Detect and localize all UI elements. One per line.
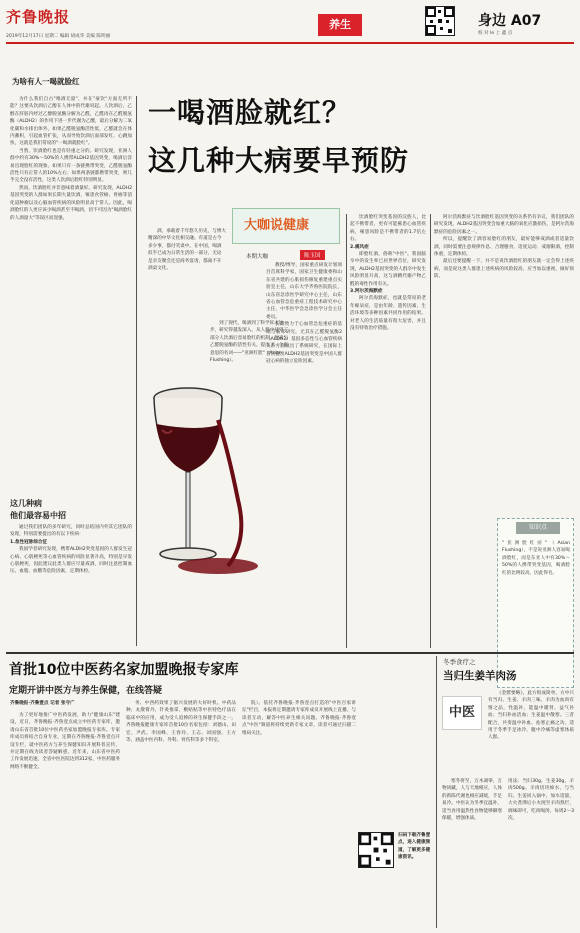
paragraph: 长期致力于心血管急危重症的基础与临床研究，尤其在乙醛脱氢酶2（ALDH2）基因多态性与心血管疾病关系方面做出了系统研究，在国际上首次提出ALDH2基因突变是中国人群冠心病的独立危险因素。	[266, 322, 342, 365]
headline-line-2: 这几种大病要早预防	[148, 144, 410, 177]
soup-lower-text: 寒冬将至，万木凋零，万物闭藏，人与天地相应，人体的新陈代谢也相应减缓，手足易冷。中医认为冬季宜温补，适当食用温热性食物能够御寒保暖，增强体质。	[442, 779, 502, 822]
article-kicker: 为啥有人一喝就脸红	[12, 77, 80, 86]
list-heading: 3.阿尔茨海默症	[350, 289, 383, 295]
soup-headline: 当归生姜羊肉汤	[443, 670, 517, 682]
soup-recipe: 用法：当归30g，生姜30g，羊肉500g。羊肉切块焯水，与当归、生姜同入锅中，加水适量，大火煮沸后小火炖至羊肉熟烂，调味即可，吃肉喝汤，每周2～3次。	[508, 779, 574, 822]
paragraph: 当然，饮酒脸红也是有轻重之分的。研究发现，亚洲人群中约有30%～50%的人携带ALDH2基因突变，喝酒后容易出现脸红的现象。如果只有一条链携带突变，乙醛脱氢酶活性只有正常人的10%左右；如果两条链都携带突变，则几乎完全没有活性，这类人饮酒后脸红特别明显。	[10, 148, 132, 184]
qr-caption: 扫码下载齐鲁壹点，进入健康频道，了解更多健康资讯。	[398, 833, 431, 861]
expert-bio-column	[266, 262, 342, 642]
expert-byline-label: 本期大咖	[246, 254, 269, 260]
soup-kicker: 冬季食疗之	[443, 658, 476, 666]
paragraph: 最后还要提醒一下，并不是说饮酒脸红的朋友就一定会得上述疾病，而是说这类人群患上述疾病的风险较高，应当加以重视，做好预防。	[434, 259, 574, 280]
bottom-headline: 首批10位中医药名家加盟晚报专家库	[9, 662, 239, 678]
page-label: 身边 A07	[478, 13, 542, 29]
tcm-stamp	[442, 696, 482, 730]
paragraph: 为什么我们自古"唯酒无量"，并在"豪饮"方面无所不能？这要从饮酒后乙醇在人体中的代谢说起。人饮酒后，乙醇在肝脏内经过乙醇脱氢酶分解为乙醛，乙醛再在乙醛脱氢酶（ALDH2）的作用下进一步代谢为乙酸，最后分解为二氧化碳和水排出体外。如果乙醛脱氢酶活性低，乙醛就会在体内蓄积，引起血管扩张，从而导致饮酒后面部发红、心跳加快，这就是我们常说的"一喝酒就脸红"。	[10, 97, 132, 147]
paragraph: 通过我们团队的多年研究，同时总结国内外其它团队的发现，特别需要提出的有以下疾病：	[10, 525, 132, 538]
paragraph: 教授/博导，国家重点研发计划项目首席科学家，国家卫生健康委和山东省共建的心肌损伤修复重建重点实验室主任，山东大学齐鲁医院院长，山东省急诊医学研究中心主任，山东省心血管急危重症工程技术研究中心主任，中华医学会急诊医学分会主任委员。	[266, 263, 342, 320]
paragraph: 饮酒脸红突变基因的汉族人，比起不携带者，更有可能罹患心血管疾病，罹患风险是不携带者的1.7倍左右。	[350, 215, 426, 243]
wine-glass-image	[148, 380, 260, 580]
list-heading: 1.急性冠脉综合征	[10, 539, 48, 545]
bottom-column-3: 院）。依托齐鲁晚报·齐鲁壹点打造的"中医百家讲坛"栏目，本报将定期邀请专家库成员开展线上直播，与读者互动，解答中医养生相关问题。齐鲁晚报·齐鲁壹点"中医"频道将持续更新专家文章，读者可通过扫描二维码关注。	[242, 701, 356, 736]
left-subhead-1: 这几种病	[10, 499, 42, 508]
headline-line-1: 一喝酒脸就红？	[148, 96, 352, 129]
paragraph: 所以，提醒饮了酒容易脸红的朋友，最好能够戒酒或者适量饮酒，同时需要注意规律作息、合理膳食、适度运动、戒烟限酒，控制体重，定期体检。	[434, 237, 574, 258]
knowledge-box-title: 知识点	[516, 522, 560, 534]
newspaper-masthead: 齐鲁晚报	[6, 8, 71, 26]
bottom-column-1: 为了更好地推广中医药发展，助力"健康山东"建设，近日，齐鲁晚报·齐鲁壹点成立中医药专家库，邀请山东省首批10位中医药名家加盟晚报专家库。专家库成员将结合自身专业，定期在齐鲁晚报·齐鲁壹点开设专栏，就中医药方与养生保健知识开展科普宣传，并定期在线为读者答疑解惑。近年来，山东省中医药工作发展迅速，全省中医医院达到312家，中医药服务网络不断健全。	[10, 713, 120, 770]
right-column-2	[434, 214, 574, 514]
paragraph: 阿尔茨海默症与饮酒脸红基因突变的关系仍有争议，我们团队的研究发现，ALDH2基因突变会加重大脑的氧化应激损伤，是阿尔茨海默症的危险因素之一。	[434, 215, 574, 235]
paragraph: 到了现代，喝酒到了科学诉求这一步，研究得越发深入，从人群中找到了部分人饮酒后容易脸红的机制，原来与乙醛脱氢酶的活性有关。提出了一个有意思的名词——"亚洲红脸"（Asian Flushing）。	[210, 321, 289, 364]
left-column-body	[10, 96, 132, 432]
section-tab: 养生	[318, 14, 362, 36]
column-badge-text: 大咖说健康	[244, 218, 310, 233]
list-heading: 2.痛风症	[350, 244, 369, 250]
paragraph: 阿尔茨海默症，也就是常说的老年痴呆症，是由年龄、遗传因素、生活环境等多种因素共同作用的结果。对老人的生活质量有很大危害，并且没有特效治疗措施。	[350, 296, 426, 332]
soup-intro-text: 《金匮要略》，此方组成简单，方中只有当归、生姜、羊肉三味。羊肉为血肉有情之品，性温补，能温中暖肾、益气补血；当归补血活血；生姜温中散寒。三者配合，共奏温中补血、祛寒止痛之功。适用于冬季手足冰冷、腹中冷痛等虚寒体质人群。	[488, 691, 574, 741]
paragraph: 酒，承载着千年悠久历史，与博大精深的中华文化相交融。有道是古今多少事，都付笑谈中。在中国，喝酒似乎已成为日常生活的一部分，无论是亲友聚会还是商务宴请，都离不开酒桌文化。	[148, 229, 226, 272]
bottom-column-2: 务、中西药效果了据兴发展的大好时机。中药品种、丸散膏丹、针灸推拿、敷贴贴等中医特色疗法在临床中的应用，成为受人追捧的养生保健手段之一。齐鲁晚报健康专家库首批10位名家包括：刘德山、田宏、尹武、李国峰、王春玲、王志、刘国强、王方等，涵盖中医内科、外科、骨伤科等多个科室。	[126, 701, 236, 744]
dateline: 2019年12月17日 星期二 编辑 胡成华 美编 陈明丽	[6, 34, 111, 39]
paragraph: 即脸红酒，俗称"中医"。我国脑卒中的发生率已居世界首位，研究发现，ALDH2基因突变的人群卒中发生风险明显升高，这与酒精代谢产物乙醛的毒性作用有关。	[350, 252, 426, 287]
right-column-1	[350, 214, 426, 644]
qr-code-icon	[358, 832, 394, 868]
knowledge-box-text: "亚洲脸红症"（Asian Flushing），不是说亚洲人容易喝酒脸红，而是东亚人中有30%～50%的人携带突变基因，喝酒脸红的比例较高，因此得名。	[502, 541, 570, 576]
paragraph: 然而，饮酒脸红并非意味着酒量好。研究发现，ALDH2基因突变的人群如果长期大量饮酒，罹患食管癌、胃癌等消化道肿瘤以及心脑血管疾病的风险明显高于常人。因此，喝酒脸红的人更应该少喝酒甚至不喝酒，切不可因为"喝酒脸红的人酒量大"等误区而逞强。	[10, 185, 132, 221]
bottom-byline: 齐鲁晚报·齐鲁壹点 记者 张守广	[10, 701, 75, 706]
paragraph: 我国学者研究发现，携带ALDH2突变基因的人群发生冠心病、心肌梗死等心血管疾病的风险显著升高，特别是早发心肌梗死，因此建议此类人群应尽量戒酒，同时注意控制血压、血脂、血糖等危险因素，定期体检。	[10, 547, 132, 575]
bottom-subheadline: 定期开讲中医方与养生保健，在线答疑	[9, 686, 163, 696]
left-column-body-2	[10, 524, 132, 648]
proofreader-line: 校 对 le 上 鑫 点	[478, 31, 513, 36]
expert-name: 陈玉国	[300, 250, 325, 260]
left-subhead-2: 他们最容易中招	[10, 511, 66, 520]
tcm-stamp-text: 中医	[448, 705, 475, 720]
qr-code-icon	[425, 6, 455, 36]
